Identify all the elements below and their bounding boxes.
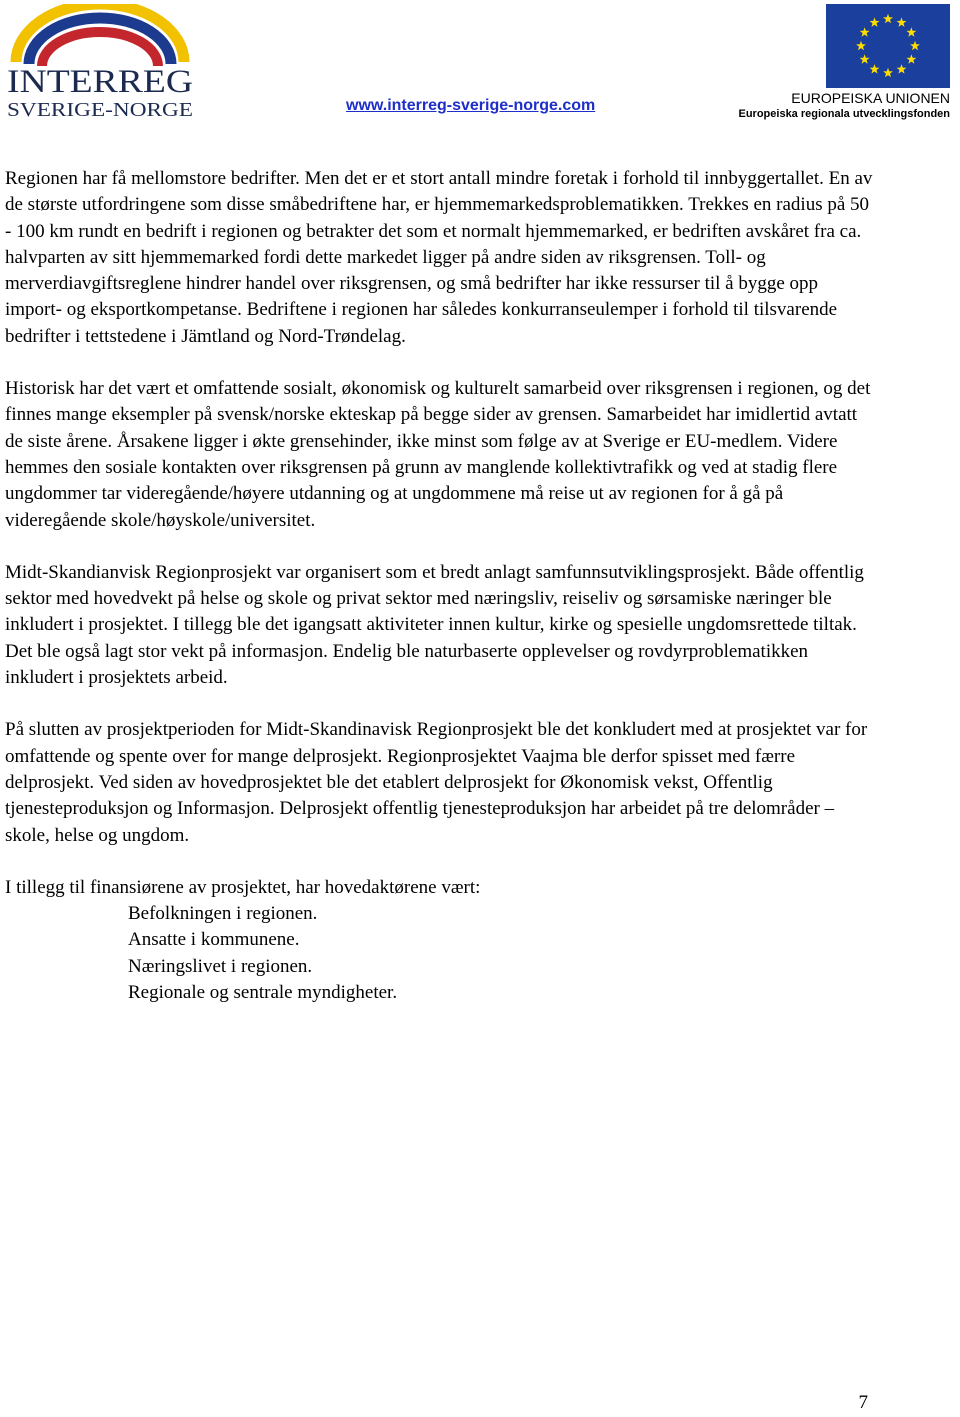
eu-flag-icon: [826, 4, 950, 88]
actor-item: Befolkningen i regionen.: [128, 903, 318, 925]
actors-intro: I tillegg til finansiørene av prosjektet, har hovedaktørene vært:: [5, 876, 481, 898]
logo-text-interreg: INTERREG: [7, 64, 194, 100]
paragraph-1: Regionen har få mellomstore bedrifter. Men det er et stort antall mindre foretak i forhold til innbyggertallet. En av de største utfordringene som disse småbedriftene har, er hjemmemarkedsproblematikken. Trekkes en radius på 50 - 100 km rundt en bedrift i regionen og betrakter det som et normalt hjemmemarked, er bedriften avskåret fra ca. halvparten av sitt hjemmemarked fordi dette markedet ligger på andre siden av riksgrensen. Toll- og merverdiavgiftsreglene hindrer handel over riksgrensen, og små bedrifter har ikke ressurser til å bygge opp import- og eksportkompetanse. Bedriftene i regionen har således konkurranseulemper i forhold til tilsvarende bedrifter i tettstedene i Jämtland og Nord-Trøndelag.: [5, 168, 873, 347]
actor-item: Regionale og sentrale myndigheter.: [128, 982, 398, 1004]
logo-arc-blue: [29, 18, 171, 64]
eu-logo: [738, 4, 956, 122]
paragraph-4: På slutten av prosjektperioden for Midt-Skandinavisk Regionprosjekt ble det konkludert med at prosjektet var for omfattende og spente over for mange delprosjekt. Regionprosjektet Vaajma ble derfor spisset med færre delprosjekt. Ved siden av hovedprosjektet ble det etablert delprosjekt for Økonomisk vekst, Offentlig tjenesteproduksjon og Informasjon. Delprosjekt offentlig tjenesteproduksjon har arbeidet på tre delområder – skole, helse og ungdom.: [5, 719, 868, 846]
actor-item: Ansatte i kommunene.: [128, 929, 300, 951]
interreg-logo: [2, 4, 198, 122]
page-header: [0, 0, 960, 130]
logo-text-sverige-norge: SVERIGE-NORGE: [7, 99, 193, 121]
eu-subtitle: Europeiska regionala utvecklingsfonden: [738, 108, 950, 120]
actors-list: [5, 875, 875, 1006]
logo-arc-red: [42, 32, 158, 66]
document-body: [5, 166, 875, 1006]
eu-title: EUROPEISKA UNIONEN: [791, 90, 950, 106]
website-link[interactable]: www.interreg-sverige-norge.com: [346, 97, 596, 114]
actor-item: Næringslivet i regionen.: [128, 955, 313, 977]
page-number: 7: [858, 1392, 868, 1413]
paragraph-3: Midt-Skandianvisk Regionprosjekt var organisert som et bredt anlagt samfunnsutviklingsprosjekt. Både offentlig sektor med hovedvekt på helse og skole og privat sektor med næringsliv, reiseliv og sørsamiske næringer ble inkludert i prosjektet. I tillegg ble det igangsatt aktiviteter innen kultur, kirke og spesielle ungdomsrettede tiltak. Det ble også lagt stor vekt på informasjon. Endelig ble naturbaserte opplevelser og rovdyrproblematikken inkludert i prosjektets arbeid.: [5, 561, 864, 689]
paragraph-2: Historisk har det vært et omfattende sosialt, økonomisk og kulturelt samarbeid over riksgrensen i regionen, og det finnes mange eksempler på svensk/norske ekteskap på begge sider av grensen. Samarbeidet har imidlertid avtatt de siste årene. Årsakene ligger i økte grensehinder, ikke minst som følge av at Sverige er EU-medlem. Videre hemmes den sosiale kontakten over riksgrensen på grunn av manglende kollektivtrafikk og ved at stadig flere ungdommer tar videregående/høyere utdanning og at ungdommene må reise ut av regionen for å gå på videregående skole/høyskole/universitet.: [5, 378, 871, 531]
